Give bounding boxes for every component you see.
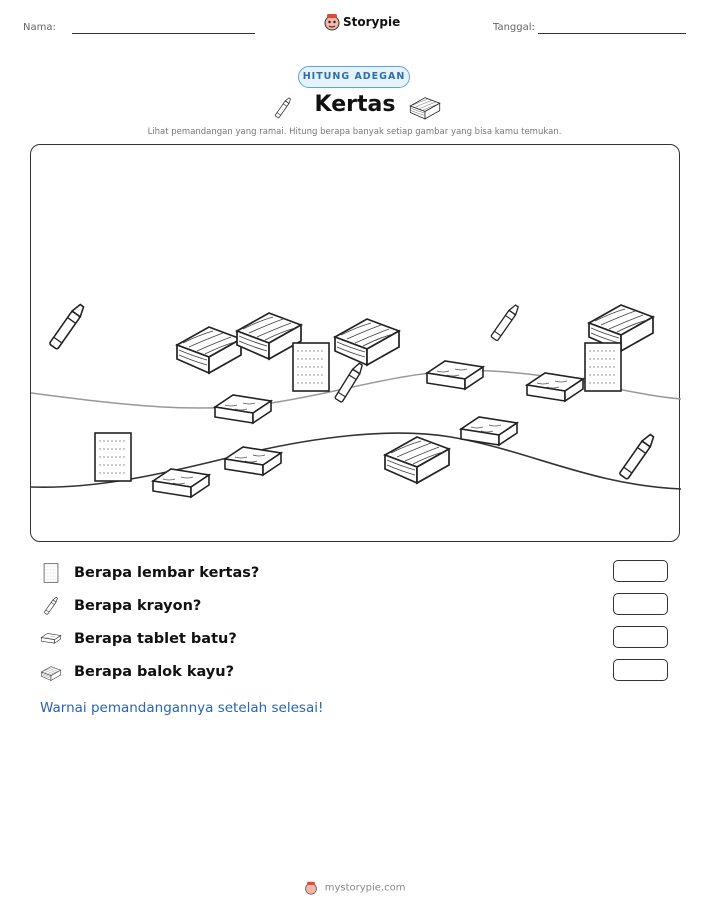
- brand-name: Storypie: [343, 15, 401, 29]
- question-wood-block: [40, 660, 234, 684]
- paper-icon: [40, 562, 62, 584]
- crayon-icon: [40, 595, 62, 617]
- question-text: Berapa krayon?: [74, 598, 202, 614]
- page-title: Kertas: [314, 92, 396, 117]
- footer: [0, 881, 709, 895]
- storypie-logo-icon: [323, 13, 341, 31]
- footer-site[interactable]: mystorypie.com: [324, 882, 406, 894]
- scene-picture[interactable]: [30, 144, 680, 542]
- date-label: Tanggal:: [493, 22, 535, 33]
- answer-box-crayon[interactable]: [613, 593, 668, 615]
- question-crayon: [40, 594, 201, 618]
- answer-box-wood-block[interactable]: [613, 659, 668, 681]
- answer-box-paper[interactable]: [613, 560, 668, 582]
- question-text: Berapa balok kayu?: [74, 664, 234, 680]
- wood-block-icon: [40, 661, 62, 683]
- question-text: Berapa lembar kertas?: [74, 565, 260, 581]
- instructions: Lihat pemandangan yang ramai. Hitung berapa banyak setiap gambar yang bisa kamu temukan.: [147, 127, 562, 137]
- question-text: Berapa tablet batu?: [74, 631, 237, 647]
- wood-block-title-icon: [408, 91, 442, 121]
- answer-box-tablet[interactable]: [613, 626, 668, 648]
- question-tablet: [40, 627, 237, 651]
- question-paper: [40, 561, 259, 585]
- name-field-line[interactable]: [72, 33, 255, 34]
- storypie-footer-logo-icon: [304, 881, 318, 895]
- name-label: Nama:: [23, 22, 56, 33]
- worksheet-badge: HITUNG ADEGAN: [298, 66, 410, 88]
- crayon-icon: [268, 93, 298, 123]
- closing-note: Warnai pemandangannya setelah selesai!: [40, 700, 324, 716]
- date-field-line[interactable]: [538, 33, 686, 34]
- stone-tablet-icon: [40, 628, 62, 650]
